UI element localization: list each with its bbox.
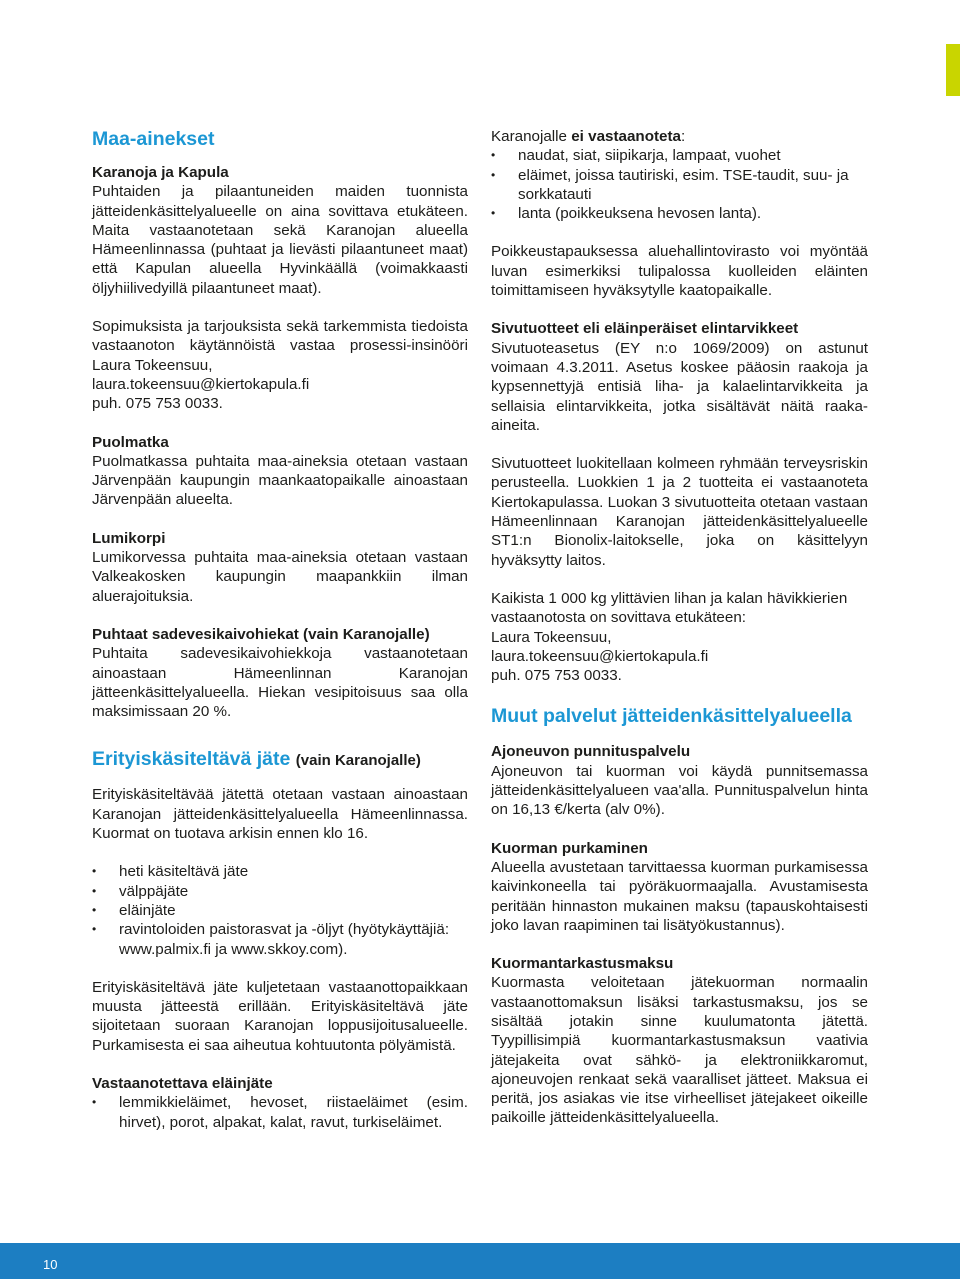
list-item: • ravintoloiden paistorasvat ja -öljyt (hyötykäyttäjiä: www.palmix.fi ja www.skkoy.com). <box>92 920 468 959</box>
erityiskasiteltava-paragraph: Erityiskäsiteltävää jätettä otetaan vastaan ainoastaan Karanojan jätteidenkäsittelyalueella Hämeenlinnassa. Kuormat on tuotava arkisin ennen klo 16. <box>92 786 468 843</box>
ei-colon: : <box>680 128 686 145</box>
contact-text: Sopimuksista ja tarjouksista sekä tarkemmista tiedoista vastaanoton käytännöistä vastaa prosessi-insinööri Laura Tokeensuu, <box>92 318 468 374</box>
sadevesi-paragraph: Puhtaita sadevesikaivohiekkoja vastaanotetaan ainoastaan Hämeenlinnan Karanojan jätteenkäsittelyalueella. Hiekan vesipitoisuus saa olla maksimissaan 20 %. <box>92 645 468 721</box>
kaikista-text: Kaikista 1 000 kg ylittävien lihan ja kalan hävikkierien vastaanotosta on sovittava etukäteen: <box>491 589 848 627</box>
sivutuotteet-paragraph-2: Sivutuotteet luokitellaan kolmeen ryhmään terveysriskin perusteella. Luokkien 1 ja 2 tuotteita ei vastaanoteta Kiertokapulassa. Luokan 3 sivutuotteita otetaan vastaan Hämeenlinnaan Karanojan jätteidenkäsittelyalueelle ST1:n Bionolix-laitokselle, joka on käsittelyyn hyväksytty laitos. <box>491 455 868 569</box>
kaikista-phone: puh. 075 753 0033. <box>491 667 622 685</box>
kaikista-paragraph <box>491 589 868 685</box>
ei-intro: Karanojalle <box>491 128 567 145</box>
punnitus-subheading: Ajoneuvon punnituspalvelu <box>491 743 691 761</box>
list-item: • lemmikkieläimet, hevoset, riistaeläimet (esim. hirvet), porot, alpakat, kalat, ravut, turkiseläimet. <box>92 1093 468 1132</box>
list-item: • heti käsiteltävä jäte <box>92 862 468 881</box>
poikkeus-paragraph: Poikkeustapauksessa aluehallintovirasto voi myöntää luvan esimerkiksi tulipalossa kuolleiden eläinten toimittamiseen hyväksytylle kaatopaikalle. <box>491 243 868 300</box>
erityiskasiteltava-title <box>92 747 468 773</box>
list-item: • eläinjäte <box>92 901 468 920</box>
list-item: • välppäjäte <box>92 882 468 901</box>
erityiskasiteltava-title-suffix: (vain Karanojalle) <box>295 752 421 770</box>
karanoja-paragraph: Puhtaiden ja pilaantuneiden maiden tuonnista jätteidenkäsittelyalueelle on aina sovittava etukäteen. Maita vastaanotetaan sekä Karanojan alueella Hämeenlinnassa (puhtaat ja lievästi pilaantuneet maat) että Kapulan alueella Hyvinkäällä (voimakkaasti öljyhiilivedyillä pilaantuneet maat). <box>92 183 468 297</box>
lumikorpi-subheading: Lumikorpi <box>92 529 166 547</box>
tarkastusmaksu-subheading: Kuormantarkastusmaksu <box>491 955 674 973</box>
ei-vastaanoteta-list <box>491 146 868 223</box>
elainjate-list <box>92 1093 468 1132</box>
maa-ainekset-title: Maa-ainekset <box>92 128 215 150</box>
list-item: • naudat, siat, siipikarja, lampaat, vuohet <box>491 146 868 165</box>
side-tab-marker <box>946 44 960 96</box>
purkaminen-paragraph: Alueella avustetaan tarvittaessa kuorman purkamisessa kaivinkoneella tai pyöräkuormaajalla. Avustamisesta peritään hinnaston mukainen maksu (tapauskohtaisesti joko lavan raapiminen tai lisätyökustannus). <box>491 858 868 934</box>
tarkastusmaksu-paragraph: Kuormasta veloitetaan jätekuorman normaalin vastaanottomaksun lisäksi tarkastusmaksu, jos se sisältää jotakin sinne kuulumatonta jätettä. Tyypillisimpiä kuormantarkastusmaksun vaativia jätejakeita ovat sähkö- ja elektroniikkaromut, ajoneuvojen renkaat sekä vaaralliset jätteet. Maksua ei peritä, jos asiakas vie itse virheelliset jätejakeet oikeille paikoille jätteidenkäsittelyalueella. <box>491 974 868 1127</box>
puolmatka-subheading: Puolmatka <box>92 433 169 451</box>
puolmatka-paragraph: Puolmatkassa puhtaita maa-aineksia otetaan vastaan Järvenpään kaupungin maankaatopaikalle ainoastaan Järvenpään alueelta. <box>92 452 468 509</box>
list-item: • eläimet, joissa tautiriski, esim. TSE-taudit, suu- ja sorkkatauti <box>491 166 868 205</box>
karanoja-subheading: Karanoja ja Kapula <box>92 164 229 181</box>
sivutuotteet-subheading: Sivutuotteet eli eläinperäiset elintarvikkeet <box>491 320 799 338</box>
left-column <box>92 127 468 1132</box>
sadevesi-subheading: Puhtaat sadevesikaivohiekat (vain Karanojalle) <box>92 625 430 643</box>
sivutuotteet-paragraph: Sivutuoteasetus (EY n:o 1069/2009) on astunut voimaan 4.3.2011. Asetus koskee pääosin raakoja ja kypsennettyjä entisiä liha- ja kalaelintarvikkeita ja sellaisia elintarvikkeita, jotka sisältävät näitä raaka-aineita. <box>491 339 868 434</box>
ei-vastaanoteta-bold: ei vastaanoteta <box>571 128 681 145</box>
muut-palvelut-title: Muut palvelut jätteidenkäsittelyalueella <box>491 705 852 728</box>
lumikorpi-paragraph: Lumikorvessa puhtaita maa-aineksia otetaan vastaan Valkeakosken kaupungin maapankkiin ilman aluerajoituksia. <box>92 549 468 605</box>
ei-vastaanoteta-line <box>491 127 868 146</box>
kaikista-email[interactable]: laura.tokeensuu@kiertokapula.fi <box>491 647 709 665</box>
list-item: • lanta (poikkeuksena hevosen lanta). <box>491 204 868 223</box>
contact-email[interactable]: laura.tokeensuu@kiertokapula.fi <box>92 375 310 393</box>
contact-paragraph <box>92 317 468 413</box>
contact-phone: puh. 075 753 0033. <box>92 395 223 413</box>
erityiskasiteltava-title-text: Erityiskäsiteltävä jäte <box>92 748 291 771</box>
page-number: 10 <box>43 1257 58 1272</box>
punnitus-paragraph: Ajoneuvon tai kuorman voi käydä punnitsemassa jätteidenkäsittelyalueen vaa'alla. Punnituspalvelun hinta on 16,13 €/kerta (alv 0%). <box>491 762 868 819</box>
purkaminen-subheading: Kuorman purkaminen <box>491 839 648 857</box>
right-column <box>491 127 868 1147</box>
footer-bar <box>0 1243 960 1279</box>
elainjate-subheading: Vastaanotettava eläinjäte <box>92 1074 273 1092</box>
kaikista-name: Laura Tokeensuu, <box>491 628 612 646</box>
kuljetus-paragraph: Erityiskäsiteltävä jäte kuljetetaan vastaanottopaikkaan muusta jätteestä erillään. Erityiskäsiteltävä jäte sijoitetaan suoraan Karanojan loppusijoitusalueelle. Purkamisesta ei saa aiheutua kohtuutonta pölyämistä. <box>92 978 468 1054</box>
erityiskasiteltava-list <box>92 862 468 958</box>
